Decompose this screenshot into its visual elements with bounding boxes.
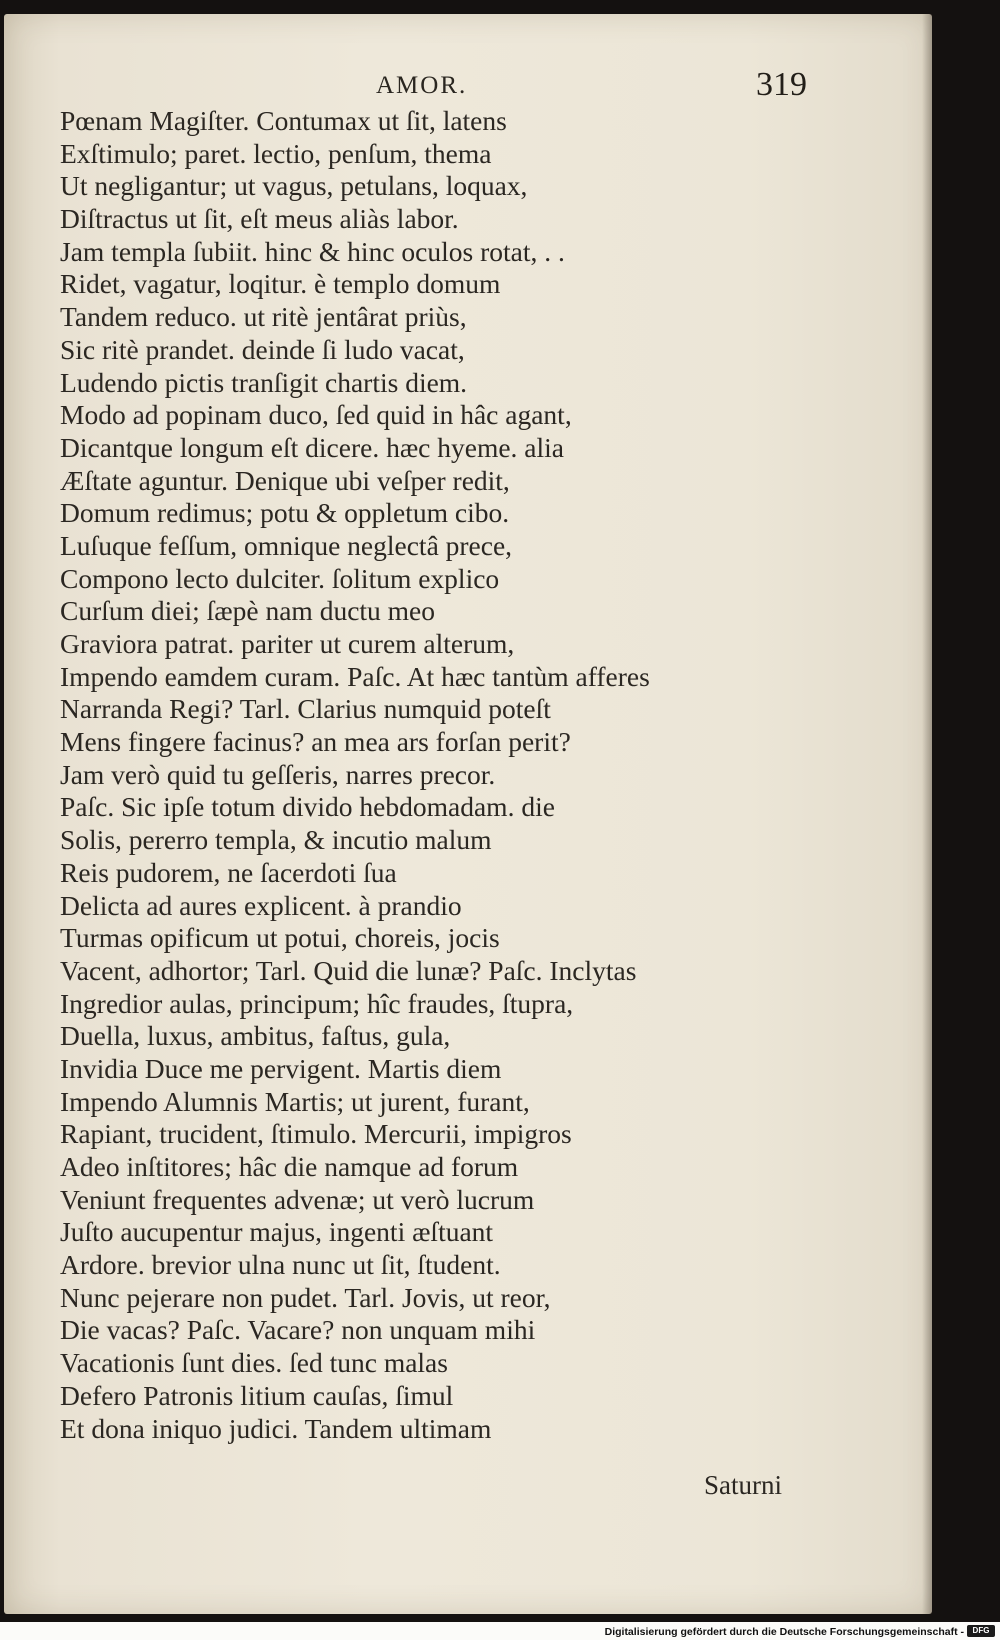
page-number: 319 [756,66,807,103]
verse-line: Domum redimus; potu & oppletum cibo. [60,497,510,529]
verse-text-block [60,105,820,1445]
verse-line: Nunc pejerare non pudet. Tarl. Jovis, ut reor, [60,1281,551,1313]
verse-line: Ut negligantur; ut vagus, petulans, loquax, [60,170,528,202]
running-head: AMOR. [376,72,468,99]
verse-line: Ridet, vagatur, loqitur. è templo domum [60,268,501,300]
verse-line: Diſtractus ut ſit, eſt meus aliàs labor. [60,203,459,235]
verse-line: Rapiant, trucident, ſtimulo. Mercurii, impigros [60,1118,572,1150]
verse-line: Adeo inſtitores; hâc die namque ad forum [60,1151,519,1182]
verse-line: Curſum diei; ſæpè nam ductu meo [60,595,436,627]
verse-line: Invidia Duce me pervigent. Martis diem [60,1052,502,1084]
verse-line: Sic ritè prandet. deinde ſi ludo vacat, [60,333,465,365]
book-page [4,14,932,1614]
verse-line: Mens fingere facinus? an mea ars forſan perit? [60,726,571,758]
verse-line: Impendo eamdem curam. Paſc. At hæc tantùm afferes [60,660,650,692]
verse-line: Vacationis ſunt dies. ſed tunc malas [60,1347,448,1379]
verse-line: Pœnam Magiſter. Contumax ut ſit, latens [60,105,507,136]
verse-line: Turmas opificum ut potui, choreis, jocis [60,922,500,954]
verse-line: Et dona iniquo judici. Tandem ultimam [60,1412,492,1444]
verse-line: Jam templa ſubiit. hinc & hinc oculos rotat, . . [60,235,565,267]
verse-line: Dicantque longum eſt dicere. hæc hyeme. alia [60,431,564,463]
verse-line: Defero Patronis litium cauſas, ſimul [60,1379,454,1411]
page-header [4,62,932,102]
verse-line: Tandem reduco. ut ritè jentârat priùs, [60,301,467,333]
verse-line: Vacent, adhortor; Tarl. Quid die lunæ? Paſc. Inclytas [60,954,637,986]
verse-line: Paſc. Sic ipſe totum divido hebdomadam. die [60,791,555,823]
verse-line: Veniunt frequentes advenæ; ut verò lucrum [60,1183,535,1215]
verse-line: Modo ad popinam duco, ſed quid in hâc agant, [60,399,572,431]
dfg-logo-icon: DFG [967,1625,995,1637]
verse-line: Jam verò quid tu geſſeris, narres precor. [60,758,496,790]
digitization-credit: Digitalisierung gefördert durch die Deutsche Forschungsgemeinschaft - [604,1626,964,1638]
verse-line: Ludendo pictis tranſigit chartis diem. [60,366,468,398]
verse-line: Ardore. brevior ulna nunc ut ſit, ſtudent. [60,1249,501,1281]
verse-line: Compono lecto dulciter. ſolitum explico [60,562,500,594]
page-edge-shadow [922,14,932,1614]
verse-line: Graviora patrat. pariter ut curem alterum, [60,628,515,659]
verse-line: Æſtate aguntur. Denique ubi veſper redit, [60,464,510,496]
verse-line: Ingredior aulas, principum; hîc fraudes, ſtupra, [60,987,574,1019]
verse-line: Luſuque feſſum, omnique neglectâ prece, [60,529,513,561]
verse-line: Delicta ad aures explicent. à prandio [60,889,462,921]
verse-line: Juſto aucupentur majus, ingenti æſtuant [60,1216,494,1248]
verse-line: Solis, pererro templa, & incutio malum [60,824,492,856]
verse-line: Reis pudorem, ne ſacerdoti ſua [60,856,397,888]
verse-line: Duella, luxus, ambitus, faſtus, gula, [60,1020,451,1052]
catchword: Saturni [704,1470,782,1500]
verse-line: Narranda Regi? Tarl. Clarius numquid poteſt [60,693,551,725]
verse-line: Exſtimulo; paret. lectio, penſum, thema [60,137,492,169]
verse-line: Impendo Alumnis Martis; ut jurent, furant, [60,1085,530,1117]
verse-line: Die vacas? Paſc. Vacare? non unquam mihi [60,1314,536,1346]
